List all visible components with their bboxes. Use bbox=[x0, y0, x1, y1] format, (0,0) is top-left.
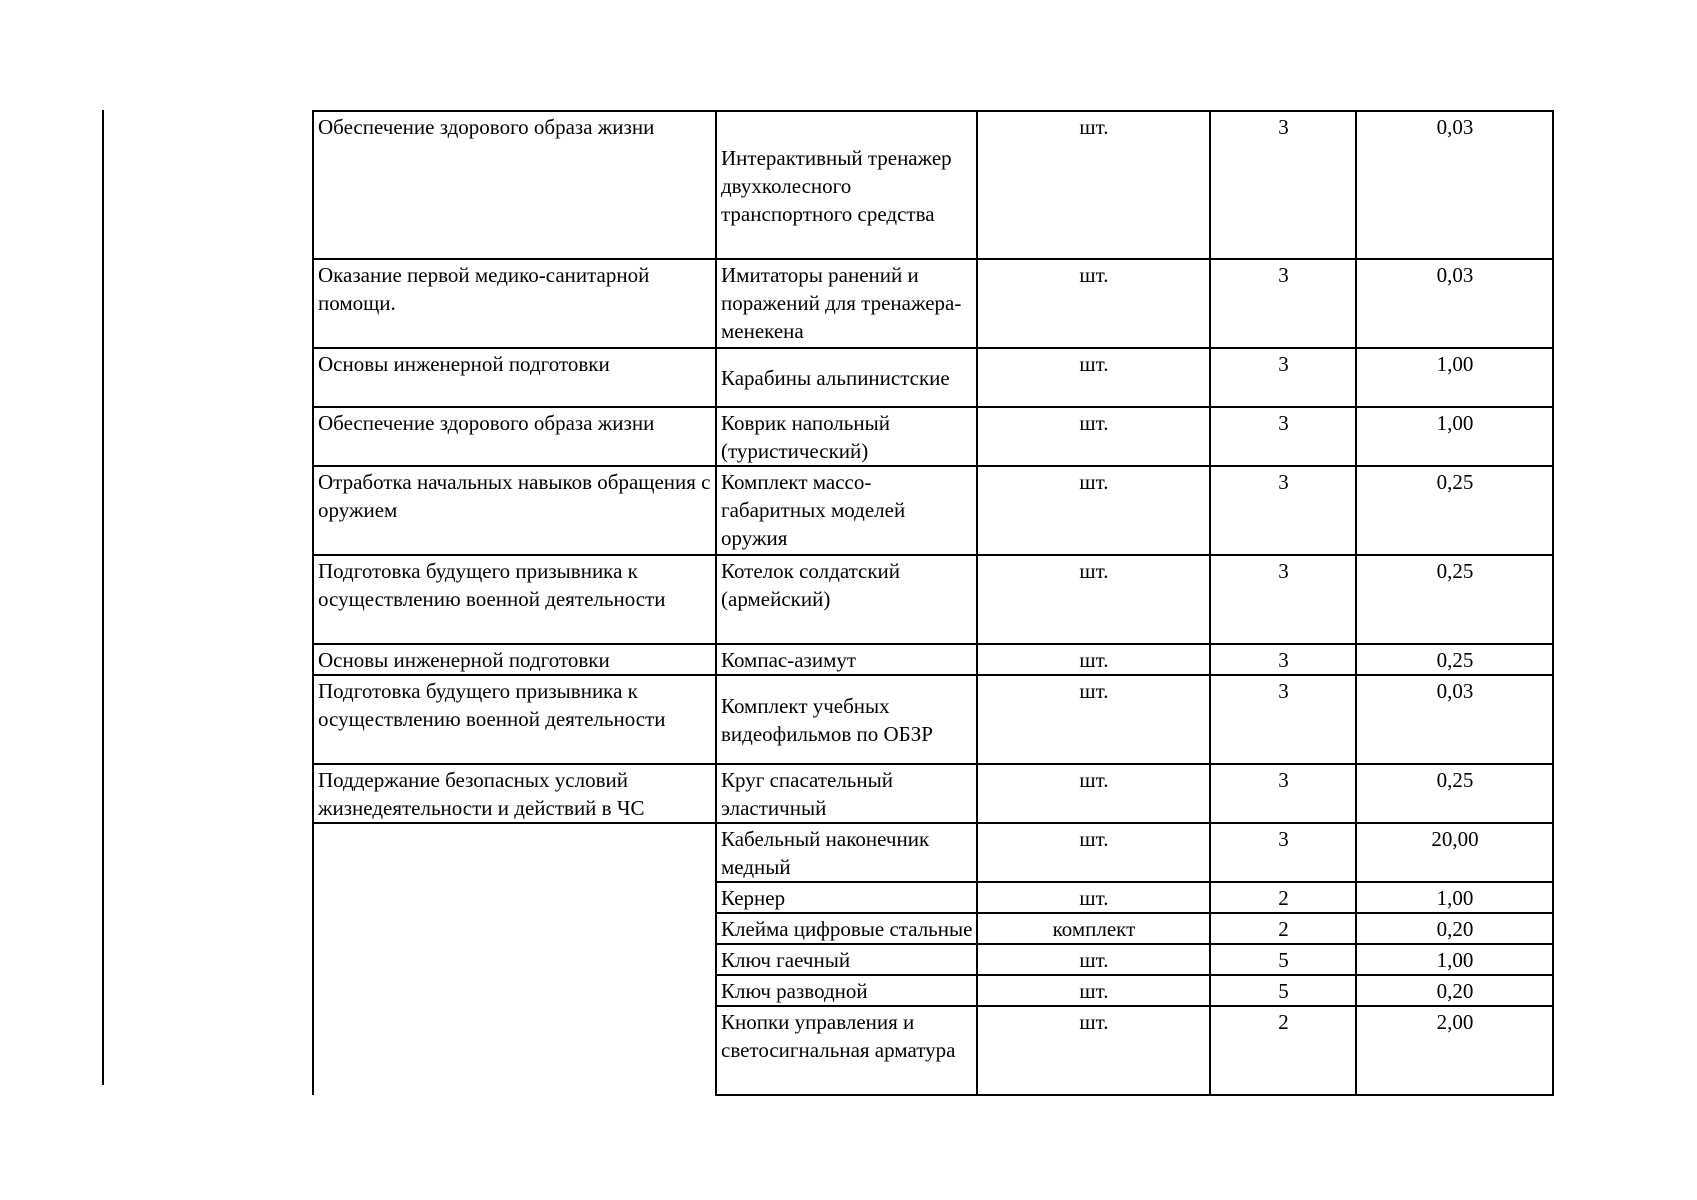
item-cell: Комплект учебных видеофильмов по ОБЗР bbox=[716, 675, 977, 764]
qty-cell: 3 bbox=[1210, 823, 1356, 882]
norm-cell: 0,25 bbox=[1356, 644, 1553, 675]
item-cell: Круг спасательный эластичный bbox=[716, 764, 977, 823]
table-row bbox=[313, 348, 1553, 407]
qty-cell: 3 bbox=[1210, 466, 1356, 555]
unit-cell: шт. bbox=[977, 644, 1210, 675]
item-cell: Кнопки управления и светосигнальная арматура bbox=[716, 1006, 977, 1095]
unit-cell: шт. bbox=[977, 975, 1210, 1006]
equipment-table bbox=[312, 110, 1554, 1096]
norm-cell: 0,25 bbox=[1356, 555, 1553, 644]
item-cell: Котелок солдатский (армейский) bbox=[716, 555, 977, 644]
qty-cell: 3 bbox=[1210, 348, 1356, 407]
item-cell: Клейма цифровые стальные bbox=[716, 913, 977, 944]
qty-cell: 2 bbox=[1210, 913, 1356, 944]
qty-cell: 2 bbox=[1210, 882, 1356, 913]
subject-cell: Поддержание безопасных условий жизнедеятельности и действий в ЧС bbox=[313, 764, 716, 823]
table-row bbox=[313, 823, 1553, 882]
left-margin-line bbox=[102, 110, 104, 1085]
qty-cell: 3 bbox=[1210, 644, 1356, 675]
subject-cell: Подготовка будущего призывника к осуществлению военной деятельности bbox=[313, 555, 716, 644]
table-row bbox=[313, 259, 1553, 348]
qty-cell: 5 bbox=[1210, 975, 1356, 1006]
item-cell: Кабельный наконечник медный bbox=[716, 823, 977, 882]
item-cell: Ключ разводной bbox=[716, 975, 977, 1006]
table-row bbox=[313, 675, 1553, 764]
norm-cell: 1,00 bbox=[1356, 944, 1553, 975]
norm-cell: 20,00 bbox=[1356, 823, 1553, 882]
qty-cell: 2 bbox=[1210, 1006, 1356, 1095]
subject-cell: Оказание первой медико-санитарной помощи. bbox=[313, 259, 716, 348]
unit-cell: шт. bbox=[977, 823, 1210, 882]
table-row bbox=[313, 111, 1553, 259]
norm-cell: 2,00 bbox=[1356, 1006, 1553, 1095]
subject-cell: Обеспечение здорового образа жизни bbox=[313, 407, 716, 466]
unit-cell: шт. bbox=[977, 348, 1210, 407]
qty-cell: 3 bbox=[1210, 111, 1356, 259]
qty-cell: 3 bbox=[1210, 407, 1356, 466]
unit-cell: шт. bbox=[977, 882, 1210, 913]
item-cell: Комплект массо-габаритных моделей оружия bbox=[716, 466, 977, 555]
norm-cell: 0,03 bbox=[1356, 259, 1553, 348]
table-row bbox=[313, 555, 1553, 644]
norm-cell: 0,25 bbox=[1356, 764, 1553, 823]
qty-cell: 5 bbox=[1210, 944, 1356, 975]
unit-cell: шт. bbox=[977, 675, 1210, 764]
qty-cell: 3 bbox=[1210, 259, 1356, 348]
norm-cell: 0,03 bbox=[1356, 111, 1553, 259]
norm-cell: 0,25 bbox=[1356, 466, 1553, 555]
subject-cell: Основы инженерной подготовки bbox=[313, 348, 716, 407]
norm-cell: 0,20 bbox=[1356, 975, 1553, 1006]
unit-cell: шт. bbox=[977, 1006, 1210, 1095]
norm-cell: 0,20 bbox=[1356, 913, 1553, 944]
norm-cell: 1,00 bbox=[1356, 407, 1553, 466]
subject-cell: Обеспечение здорового образа жизни bbox=[313, 111, 716, 259]
unit-cell: шт. bbox=[977, 111, 1210, 259]
table-row bbox=[313, 644, 1553, 675]
table-row bbox=[313, 407, 1553, 466]
item-cell: Ключ гаечный bbox=[716, 944, 977, 975]
qty-cell: 3 bbox=[1210, 555, 1356, 644]
unit-cell: комплект bbox=[977, 913, 1210, 944]
subject-cell: Отработка начальных навыков обращения с оружием bbox=[313, 466, 716, 555]
unit-cell: шт. bbox=[977, 259, 1210, 348]
subject-cell: Подготовка будущего призывника к осуществлению военной деятельности bbox=[313, 675, 716, 764]
unit-cell: шт. bbox=[977, 764, 1210, 823]
unit-cell: шт. bbox=[977, 555, 1210, 644]
norm-cell: 1,00 bbox=[1356, 348, 1553, 407]
item-cell: Компас-азимут bbox=[716, 644, 977, 675]
unit-cell: шт. bbox=[977, 407, 1210, 466]
item-cell: Карабины альпинистские bbox=[716, 348, 977, 407]
table-row bbox=[313, 764, 1553, 823]
qty-cell: 3 bbox=[1210, 764, 1356, 823]
item-cell: Имитаторы ранений и поражений для тренажера-менекена bbox=[716, 259, 977, 348]
unit-cell: шт. bbox=[977, 944, 1210, 975]
qty-cell: 3 bbox=[1210, 675, 1356, 764]
item-cell: Интерактивный тренажер двухколесного транспортного средства bbox=[716, 111, 977, 259]
unit-cell: шт. bbox=[977, 466, 1210, 555]
table-row bbox=[313, 466, 1553, 555]
item-cell: Коврик напольный (туристический) bbox=[716, 407, 977, 466]
norm-cell: 0,03 bbox=[1356, 675, 1553, 764]
subject-cell-empty bbox=[313, 823, 716, 1095]
norm-cell: 1,00 bbox=[1356, 882, 1553, 913]
subject-cell: Основы инженерной подготовки bbox=[313, 644, 716, 675]
item-cell: Кернер bbox=[716, 882, 977, 913]
